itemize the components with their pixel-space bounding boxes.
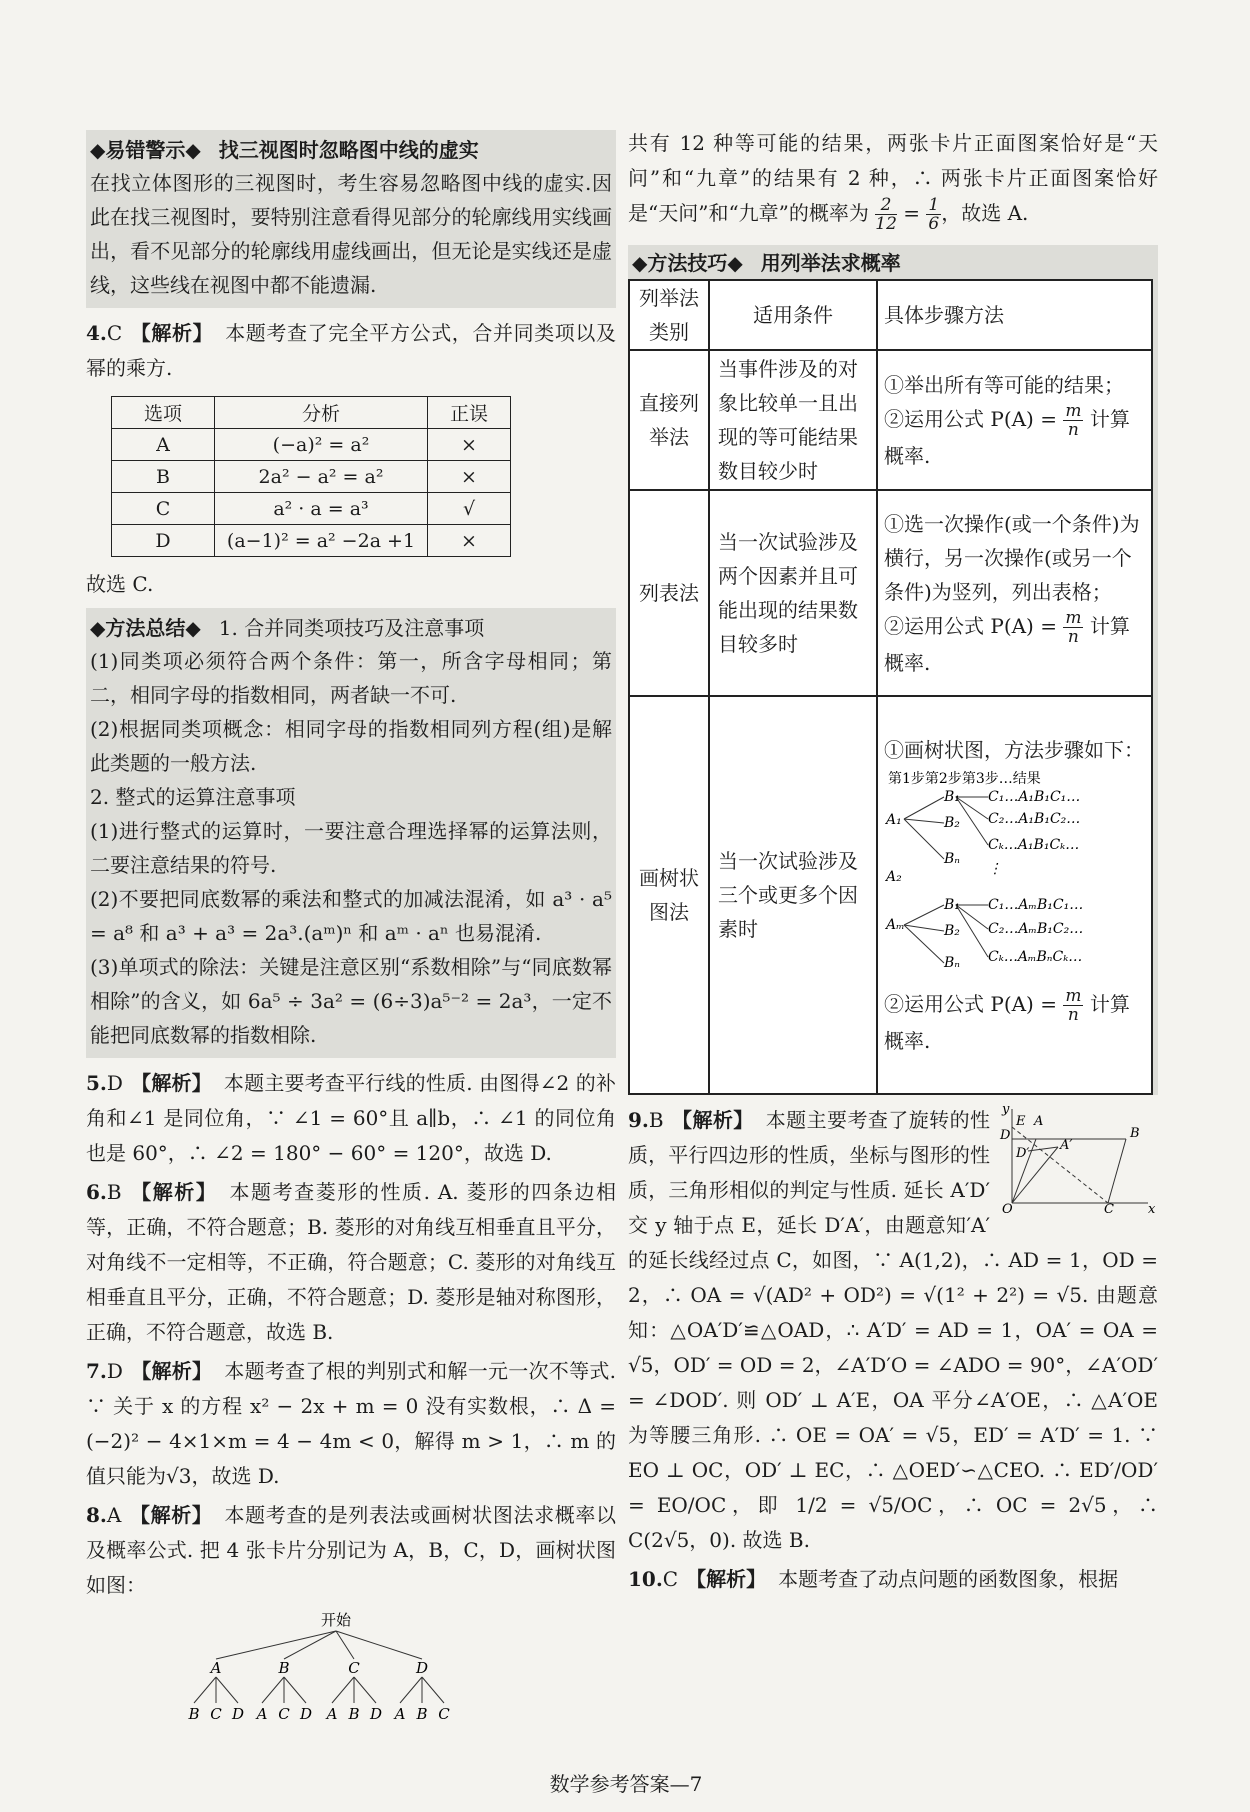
right-column [628,126,1158,1597]
q4-header-option: 选项 [112,397,215,429]
q4-header-verdict: 正误 [428,397,511,429]
svg-text:A′: A′ [1060,1138,1073,1153]
svg-text:E: E [1016,1114,1026,1129]
summary-box [86,608,616,1058]
question-8: 8.A 【解析】 本题考查的是列表法或画树状图法求概率以及概率公式. 把 4 张卡片分别记为 A，B，C，D，画树状图如图： 开始 A B C D B C D A C D A B D A B C [86,1503,617,1723]
tree-leaf: C [210,1705,222,1723]
table-row: 列表法 当一次试验涉及两个因素并且可能出现的结果数目较多时 ①选一次操作(或一个条件)为横行，另一次操作(或另一个条件)为竖列，列出表格； ②运用公式 P(A) = $\frac{m}{n}$ 计算概率. [629,490,1152,696]
svg-text:B₁: B₁ [944,896,960,913]
svg-text:C₁…AₘB₁C₁…: C₁…AₘB₁C₁… [988,896,1084,913]
table-row: B 2a² − a² = a² × [112,461,511,493]
q4-tag: 【解析】 [130,321,214,345]
warning-box [86,130,616,308]
q9-coordinate-figure [998,1103,1158,1213]
summary-line: (2)根据同类项概念：相同字母的指数相同列方程(组)是解此类题的一般方法. [90,717,612,775]
tree-leaf: D [369,1705,383,1723]
question-9: y E A D D′ A′ B O C x 9.B 【解析】 本题主要考查了旋转的性质，平行四边形的性质，坐标与图形的性质，三角形相似的判定与性质. 延长 A′D′交 y 轴于点 E，延长 D′A′，由题意知′A′的延长线经过点 C，如图，∵ A(1,2)，∴ AD = 1，OD = 2，∴ OA = √(AD² + OD²) = √(1² + 2²) = √5. 由题意知：△OA′D′≌△OAD，∴ A′D′ = AD = 1，OA′ = OA = √5，OD′ = OD = 2，∠A′D′O = ∠ADO = 90°，∠A′OD′ = ∠DOD′. 则 OD′ ⊥ A′E，OA 平分∠A′OE，∴ △A′OE 为等腰三角形. ∴ OE = OA′ = √5，ED′ = A′D′ = 1. ∵ EO ⊥ OC，OD′ ⊥ EC，∴ △OED′∽△CEO. ∴ ED′/OD′ = EO/OC，即 1/2 = √5/OC，∴ OC = 2√5，∴ C(2√5，0). 故选 B. [628,1103,1158,1552]
tree-leaf: A [256,1705,268,1723]
svg-text:B₁: B₁ [944,788,960,805]
svg-text:Cₖ…AₘBₙCₖ…: Cₖ…AₘBₙCₖ… [988,948,1083,965]
svg-text:D′: D′ [1016,1146,1030,1161]
table-row: 直接列举法 当事件涉及的对象比较单一且出现的等可能结果数目较少时 ①举出所有等可能的结果； ②运用公式 P(A) = $\frac{m}{n}$ 计算概率. [629,350,1152,490]
tree-leaf: A [394,1705,406,1723]
summary-line: (3)单项式的除法：关键是注意区别“系数相除”与“同底数幂相除”的含义，如 6a⁵ ÷ 3a² = (6÷3)a⁵⁻² = 2a³，一定不能把同底数幂的指数相除. [90,955,612,1047]
table-row: 画树状图法 当一次试验涉及三个或更多个因素时 ①画树状图，方法步骤如下： 第1步第2步第3步…结果 A₁ B₁ B₂ Bₙ C₁…A₁B₁C₁… C₂…A₁B₁C₂… Cₖ…A₁B₁Cₖ… ⋮ A₂ Aₘ B₁ B₂ Bₙ C₁…AₘB₁C₁… C₂…AₘB₁C₂… Cₖ…AₘBₙCₖ… ②运用公式 P(A) = $\frac{m}{n}$ 计算概率. [629,696,1152,1094]
tree-node: A [210,1659,222,1677]
tree-leaf: C [278,1705,290,1723]
table-row: A (−a)² = a² × [112,429,511,461]
warning-body: 在找立体图形的三视图时，考生容易忽略图中线的虚实.因此在找三视图时，要特别注意看得见部分的轮廓线用实线画出，看不见部分的轮廓线用虚线画出，但无论是实线还是虚线，这些线在视图中都不能遗漏. [90,171,612,297]
tree-leaf: A [326,1705,338,1723]
table-row: D (a−1)² = a² −2a +1 × [112,525,511,557]
q8-fraction-1: $\frac{2}{12}$ [875,195,897,234]
summary-subtitle: 1. 合并同类项技巧及注意事项 [218,616,485,640]
tree-leaf: D [299,1705,313,1723]
question-4 [86,316,616,602]
summary-line: (1)同类项必须符合两个条件：第一，所含字母相同；第二，相同字母的指数相同，两者缺一不可. [90,649,612,707]
svg-text:A₂: A₂ [886,868,902,885]
method-box [628,245,1158,1095]
tree-root: 开始 [320,1611,352,1629]
method-header-condition: 适用条件 [709,280,877,350]
svg-text:⋮: ⋮ [988,860,1002,877]
q4-text: 本题考查了完全平方公式，合并同类项以及幂的乘方. [86,321,617,380]
svg-text:C₁…A₁B₁C₁…: C₁…A₁B₁C₁… [988,788,1081,805]
method-header-category: 列举法类别 [629,280,709,350]
method-label: ◆方法技巧◆ [632,251,743,275]
q8-continuation: 共有 12 种等可能的结果，两张卡片正面图案恰好是“天问”和“九章”的结果有 2 种，∴ 两张卡片正面图案恰好是“天问”和“九章”的概率为 $\frac{2}{12}$ = $\frac{1}{6}$ ，故选 A. [628,131,1158,234]
page-footer: 数学参考答案—7 [549,1772,703,1796]
svg-text:A: A [1034,1114,1044,1129]
svg-text:B₂: B₂ [944,814,960,831]
svg-text:Cₖ…A₁B₁Cₖ…: Cₖ…A₁B₁Cₖ… [988,836,1080,853]
q8-fraction-2: $\frac{1}{6}$ [928,195,940,234]
q4-conclusion: 故选 C. [86,572,154,596]
svg-text:Bₙ: Bₙ [944,850,960,867]
q4-number: 4. [86,321,107,345]
svg-text:B₂: B₂ [944,922,960,939]
summary-label: ◆方法总结◆ [90,616,201,640]
method-title [628,247,1158,279]
method-table [628,279,1153,1095]
method-header-steps: 具体步骤方法 [877,280,1152,350]
svg-text:Aₘ: Aₘ [886,916,905,933]
tree-leaf: D [231,1705,245,1723]
warning-title [90,134,612,166]
summary-title [90,612,612,644]
q4-table [111,396,511,557]
svg-text:y: y [1002,1103,1010,1117]
tree-header: 第1步第2步第3步…结果 [888,770,1041,787]
question-7: 7.D 【解析】 本题考查了根的判别式和解一元一次不等式. ∵ 关于 x 的方程 x² − 2x + m = 0 没有实数根，∴ Δ = (−2)² − 4×1×m = 4 − 4m < 0，解得 m > 1，∴ m 的值只能为√3，故选 D. [86,1359,617,1488]
tree-node: B [278,1659,290,1677]
q4-answer: C [106,321,123,345]
summary-line: (1)进行整式的运算时，一要注意合理选择幂的运算法则，二要注意结果的符号. [90,819,612,877]
summary-line: 2. 整式的运算注意事项 [90,785,296,809]
svg-text:O: O [1002,1202,1013,1213]
tree-node: D [415,1659,429,1677]
method-subtitle: 用列举法求概率 [760,251,901,275]
svg-text:C: C [1104,1202,1114,1213]
summary-line: (2)不要把同底数幂的乘法和整式的加减法混淆，如 a³ · a⁵ = a⁸ 和 a³ + a³ = 2a³.(aᵐ)ⁿ 和 aᵐ · aⁿ 也易混淆. [90,887,612,945]
tree-leaf: C [438,1705,450,1723]
question-10: 10.C 【解析】 本题考查了动点问题的函数图象，根据 [628,1567,1119,1591]
q8-tree-diagram [86,1605,616,1723]
tree-leaf: B [416,1705,428,1723]
warning-label: ◆易错警示◆ [90,138,201,162]
svg-text:D: D [1000,1128,1011,1143]
table-row: C a² · a = a³ √ [112,493,511,525]
tree-node: C [348,1659,360,1677]
question-6: 6.B 【解析】 本题考查菱形的性质. A. 菱形的四条边相等，正确，不符合题意；B. 菱形的对角线互相垂直且平分，对角线不一定相等，不正确，符合题意；C. 菱形的对角线互相垂直且平分，正确，不符合题意；D. 菱形是轴对称图形，正确，不符合题意，故选 B. [86,1180,617,1344]
svg-text:Bₙ: Bₙ [944,954,960,971]
tree-leaf: B [348,1705,360,1723]
question-5: 5.D 【解析】 本题主要考查平行线的性质. 由图得∠2 的补角和∠1 是同位角，∵ ∠1 = 60°且 a∥b，∴ ∠1 的同位角也是 60°，∴ ∠2 = 180° − 60° = 120°，故选 D. [86,1071,616,1165]
left-column [86,130,616,1723]
svg-text:C₂…A₁B₁C₂…: C₂…A₁B₁C₂… [988,810,1081,827]
tree-method-diagram [884,767,1100,987]
svg-text:B: B [1130,1126,1140,1141]
svg-text:C₂…AₘB₁C₂…: C₂…AₘB₁C₂… [988,920,1084,937]
q4-header-analysis: 分析 [215,397,428,429]
svg-text:x: x [1148,1202,1156,1213]
svg-text:A₁: A₁ [886,811,902,828]
warning-subtitle: 找三视图时忽略图中线的虚实 [218,138,479,162]
tree-leaf: B [188,1705,200,1723]
